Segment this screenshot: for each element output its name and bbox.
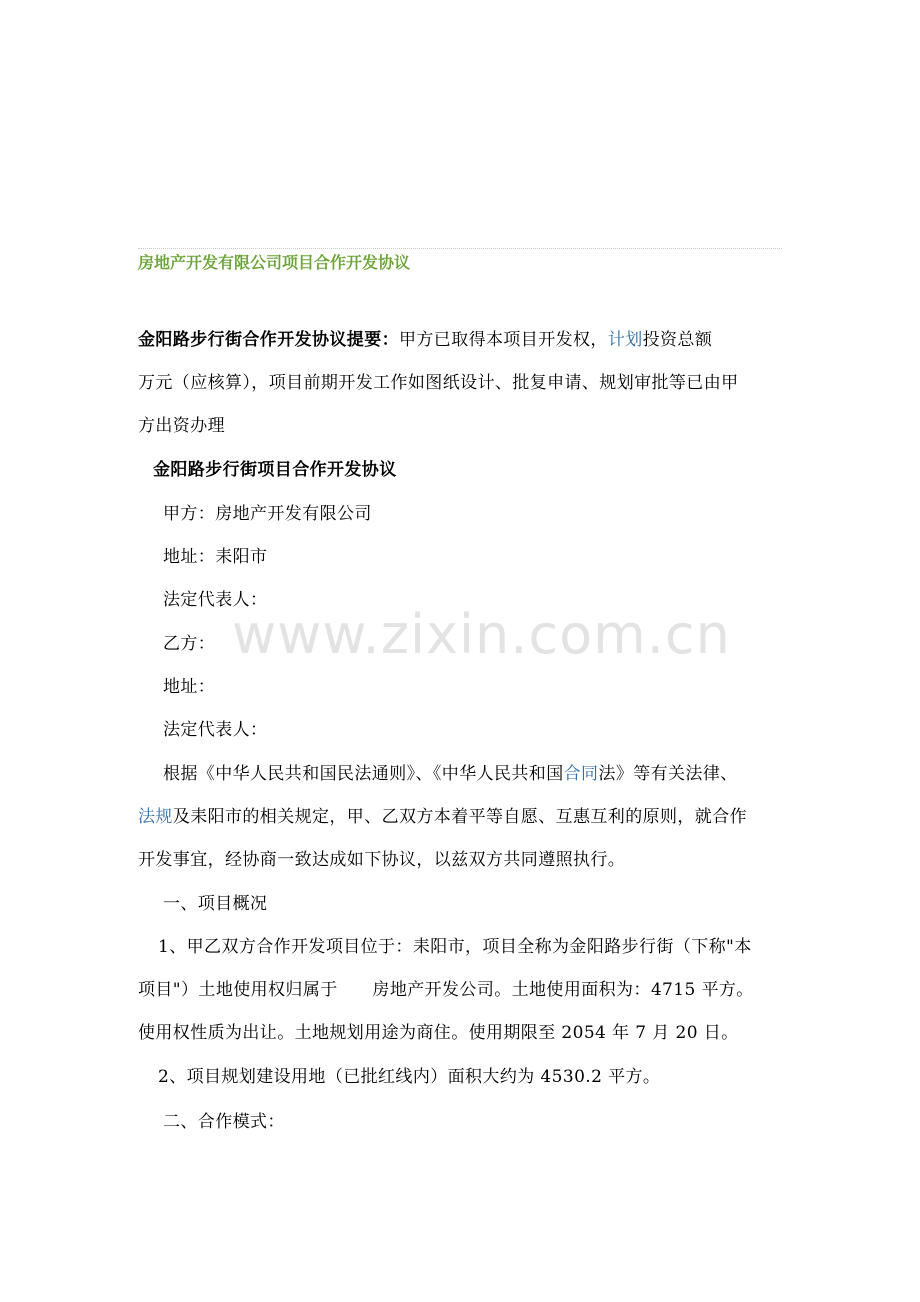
section-1-item-1-line-1: 1、甲乙双方合作开发项目位于：耒阳市，项目全称为金阳路步行街（下称"本 [158,937,752,957]
preamble-line-1 [163,762,738,786]
preamble-line-2 [138,805,747,829]
link-plan[interactable]: 计划 [607,330,643,350]
summary-line-2: 万元（应核算），项目前期开发工作如图纸设计、批复申请、规划审批等已由甲 [138,373,739,393]
preamble-text-1b: 法》等有关法律、 [598,764,738,784]
section-1-item-1-line-2: 项目"）土地使用权归属于 房地产开发公司。土地使用面积为：4715 平方。 [138,980,754,1000]
section-1-heading: 一、项目概况 [163,894,268,914]
summary-line-1 [138,328,712,352]
document-title: 房地产开发有限公司项目合作开发协议 [138,253,411,272]
watermark-text: www.zixin.com.cn [232,603,731,666]
preamble-line-3: 开发事宜，经协商一致达成如下协议，以兹双方共同遵照执行。 [138,850,626,870]
summary-text-1a: 甲方已取得本项目开发权， [399,330,608,350]
party-b: 乙方： [163,634,216,654]
party-a: 甲方：房地产开发有限公司 [163,504,372,524]
section-1-item-1-line-3: 使用权性质为出让。土地规划用途为商住。使用期限至 2054 年 7 月 20 日。 [138,1023,739,1043]
summary-text-1b: 投资总额 [642,330,713,350]
preamble-text-1a: 根据《中华人民共和国民法通则》、《中华人民共和国 [163,764,564,784]
party-b-address: 地址： [163,677,216,697]
summary-line-3: 方出资办理 [138,416,225,436]
link-contract[interactable]: 合同 [563,764,599,784]
section-1-item-2: 2、项目规划建设用地（已批红线内）面积大约为 4530.2 平方。 [158,1067,661,1087]
party-a-address: 地址：耒阳市 [163,547,268,567]
preamble-text-2b: 及耒阳市的相关规定，甲、乙双方本着平等自愿、互惠互利的原则，就合作 [172,807,748,827]
agreement-heading: 金阳路步行街项目合作开发协议 [153,460,397,480]
section-2-heading: 二、合作模式： [163,1112,285,1132]
party-b-representative: 法定代表人： [163,720,268,740]
summary-label: 金阳路步行街合作开发协议提要： [138,330,399,350]
title-divider [138,248,782,249]
party-a-representative: 法定代表人： [163,590,268,610]
link-regulations[interactable]: 法规 [138,807,173,827]
